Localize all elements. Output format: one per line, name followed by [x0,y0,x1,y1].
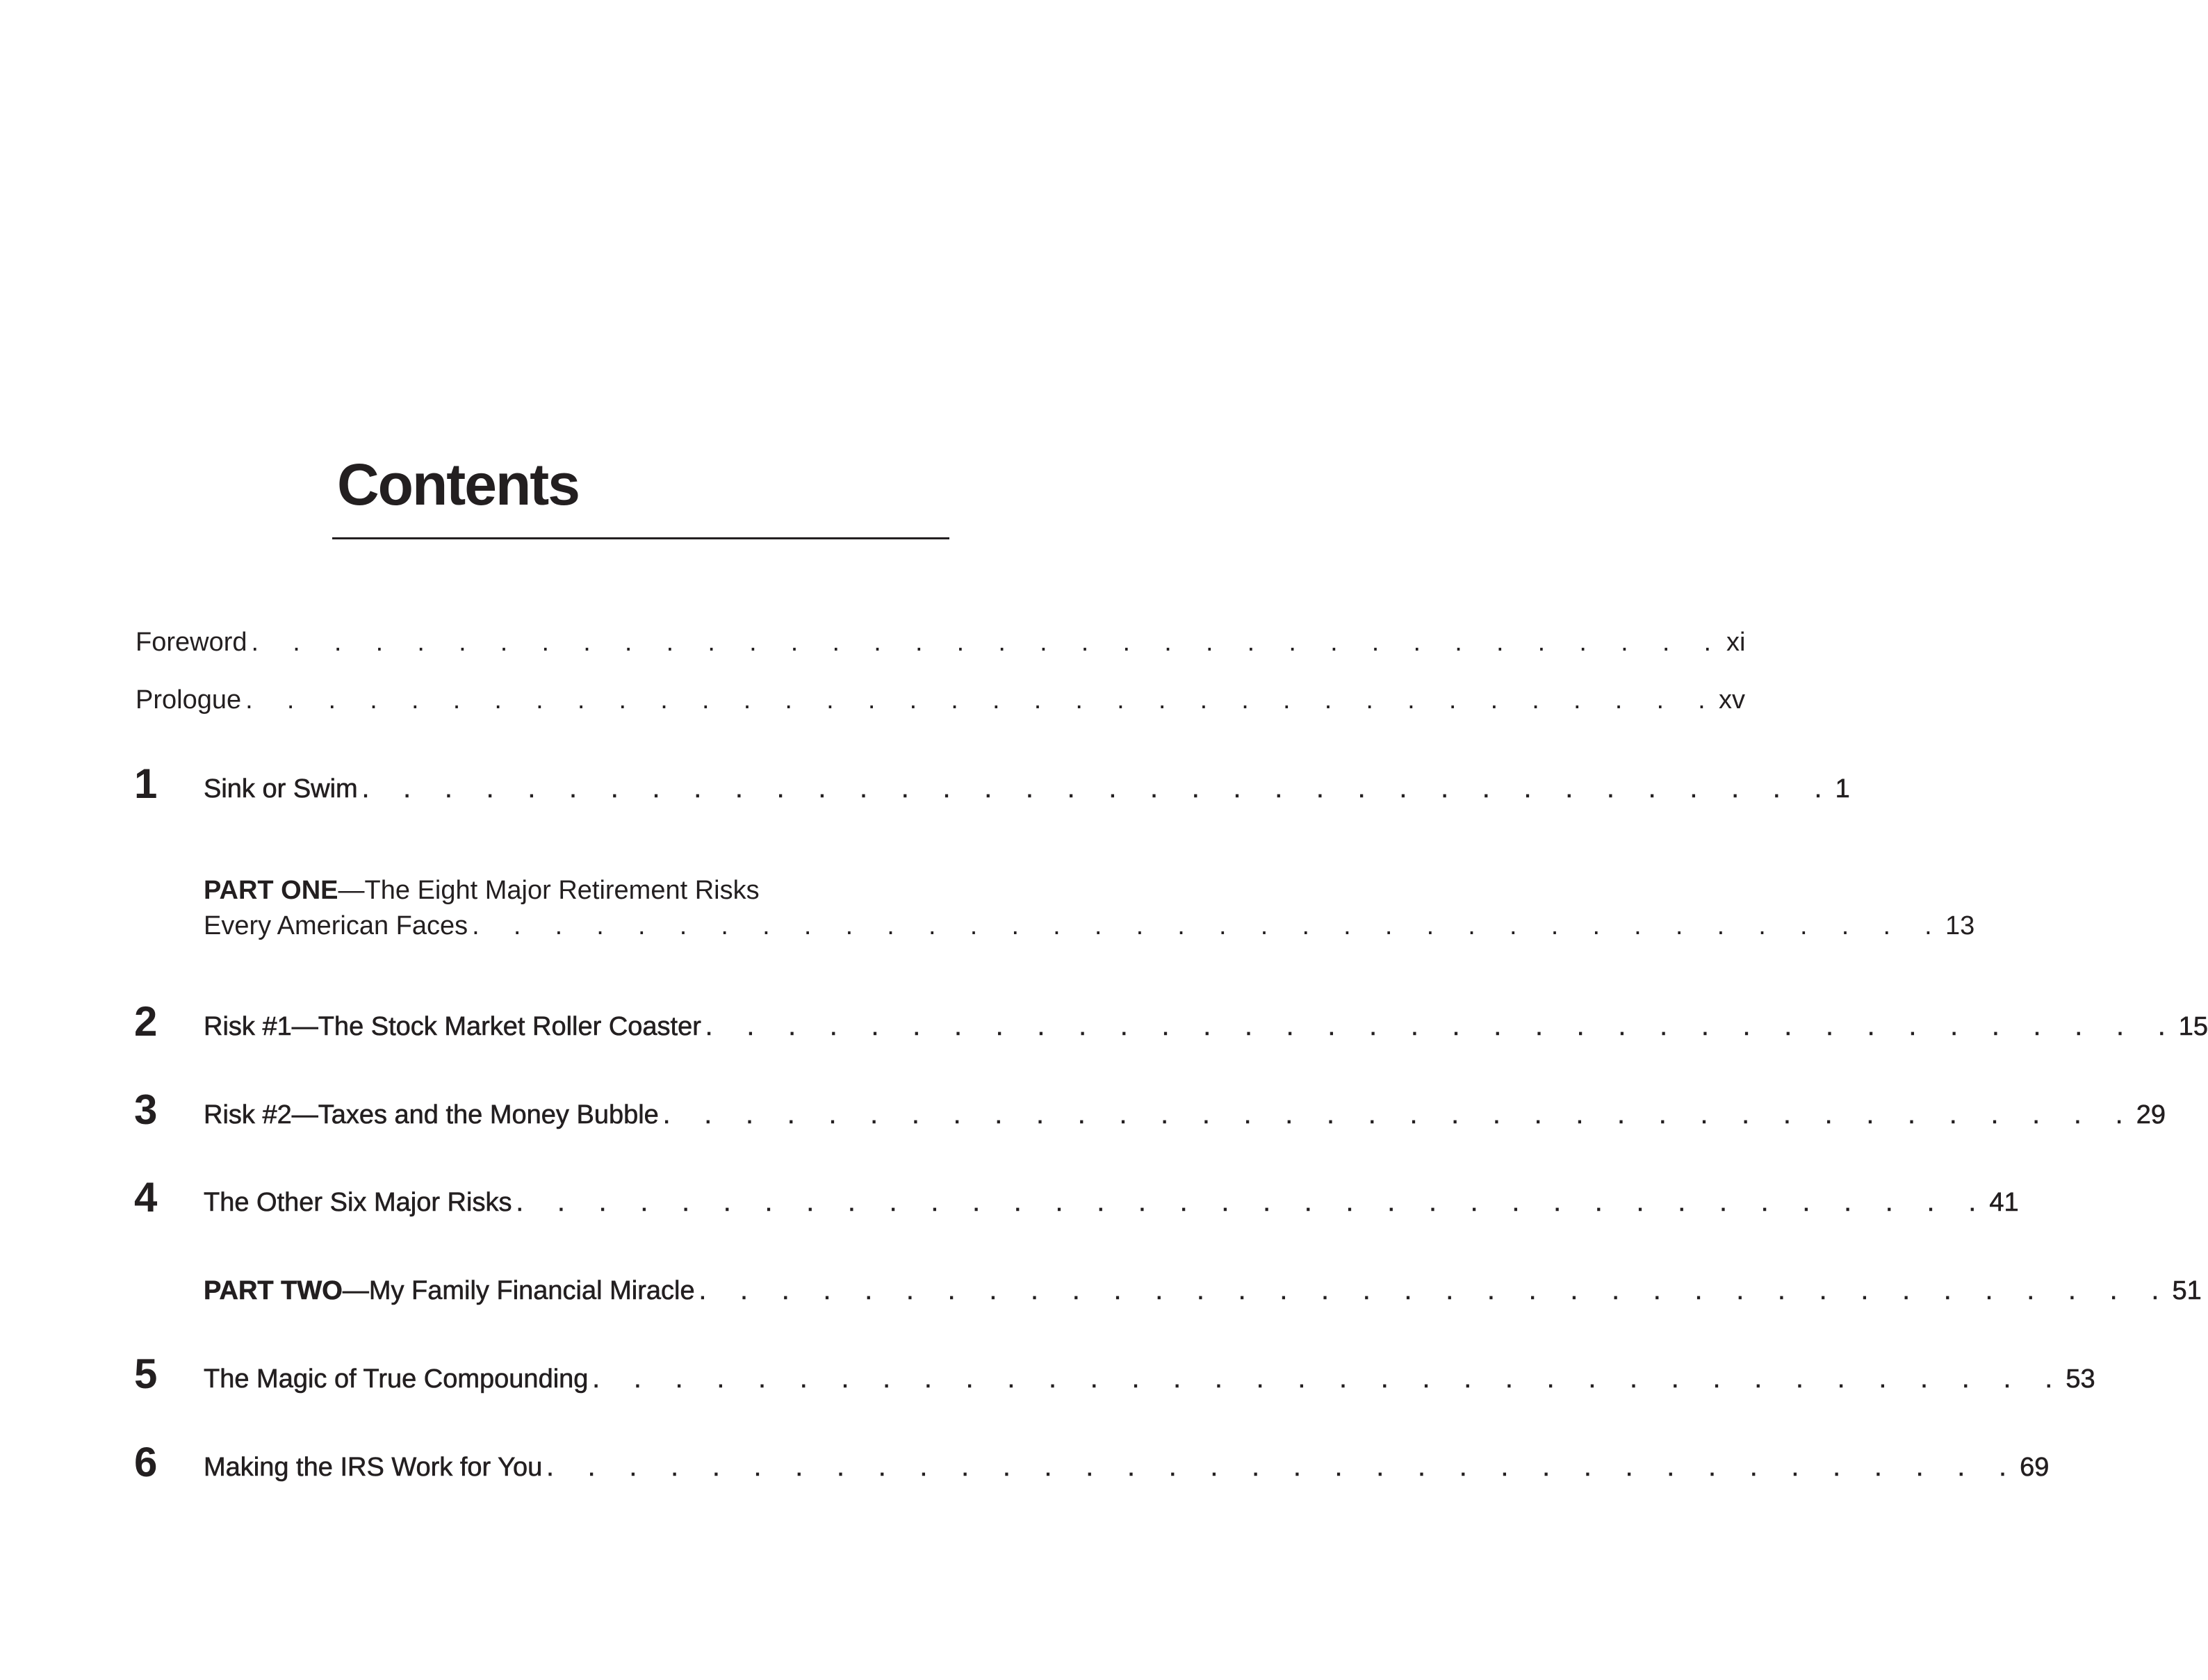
chapter-number: 1 [134,760,158,807]
dot-leader: . . . . . . . . . . . . . . . . . . . . . . . . . . . . . . . . . . . . [251,628,1725,657]
toc-entry-chapter-6[interactable] [204,1453,2050,1482]
part-title: My Family Financial Miracle [368,1276,695,1305]
toc-page-number: 53 [2066,1364,2095,1394]
risk-number: Risk #1 [204,1012,292,1041]
chapter-number: 2 [134,998,158,1045]
dot-leader: . . . . . . . . . . . . . . . . . . . . . . . . . . . . . . . . . . . . [245,685,1719,715]
part-title: The Eight Major Retirement Risks [364,876,760,905]
chapter-number: 6 [134,1439,158,1485]
title-underline [332,537,949,539]
toc-entry-foreword[interactable] [136,628,1746,657]
toc-page-number: 1 [1835,774,1850,804]
dot-leader: . . . . . . . . . . . . . . . . . . . . . . . . . . . . . . . . . . . . [705,1012,2179,1041]
toc-entry-part-one[interactable] [204,911,1975,940]
chapter-number: 5 [134,1351,158,1397]
toc-entry-label: Sink or Swim [204,774,358,804]
chapter-number: 4 [134,1174,158,1221]
toc-page-number: 15 [2178,1012,2208,1041]
toc-entry-label: The Magic of True Compounding [204,1364,589,1394]
toc-entry-label: Prologue [136,685,242,715]
part-label: PART ONE [204,876,338,905]
toc-entry-chapter-1[interactable] [204,774,1850,804]
toc-entry-label: Making the IRS Work for You [204,1453,543,1482]
toc-entry-prologue[interactable] [136,685,1746,715]
toc-part-one-heading[interactable] [204,877,760,904]
toc-page-number: xv [1719,685,1746,715]
dot-leader: . . . . . . . . . . . . . . . . . . . . . . . . . . . . . . . . . . . . [516,1188,1990,1217]
toc-entry-label: Foreword [136,628,247,657]
toc-entry-chapter-4[interactable] [204,1188,2019,1217]
dot-leader: . . . . . . . . . . . . . . . . . . . . . . . . . . . . . . . . . . . . [472,911,1946,940]
toc-page-number: 13 [1945,911,1975,940]
toc-page-number: 29 [2136,1100,2166,1129]
dot-leader: . . . . . . . . . . . . . . . . . . . . . . . . . . . . . . . . . . . . [546,1453,2020,1482]
toc-entry-label [204,1278,695,1304]
dot-leader: . . . . . . . . . . . . . . . . . . . . . . . . . . . . . . . . . . . . [662,1100,2136,1129]
dot-leader: . . . . . . . . . . . . . . . . . . . . . . . . . . . . . . . . . . . . [698,1276,2173,1305]
title-dash: — [291,1012,318,1041]
risk-title: The Stock Market Roller Coaster [318,1012,701,1041]
toc-entry-chapter-2[interactable] [204,1012,2208,1041]
toc-page-number: 41 [1989,1188,2019,1217]
part-label: PART TWO [204,1276,343,1305]
toc-entry-chapter-5[interactable] [204,1364,2095,1394]
dot-leader: . . . . . . . . . . . . . . . . . . . . . . . . . . . . . . . . . . . . [592,1364,2066,1394]
toc-page-number: xi [1726,628,1746,657]
toc-page-number: 69 [2020,1453,2050,1482]
toc-entry-label: Risk #2—Taxes and the Money Bubble [204,1100,659,1129]
page-title: Contents [337,452,579,517]
toc-entry-label: The Other Six Major Risks [204,1188,512,1217]
part-title-continued: Every American Faces [204,911,468,940]
part-dash: — [338,876,365,905]
toc-page-number: 51 [2172,1276,2202,1305]
dot-leader: . . . . . . . . . . . . . . . . . . . . . . . . . . . . . . . . . . . . [361,774,1835,804]
toc-entry-part-two[interactable] [204,1276,2202,1305]
chapter-number: 3 [134,1086,158,1133]
toc-entry-label [204,1013,701,1040]
toc-entry-chapter-3[interactable] [204,1100,2166,1129]
part-dash: — [342,1276,369,1305]
